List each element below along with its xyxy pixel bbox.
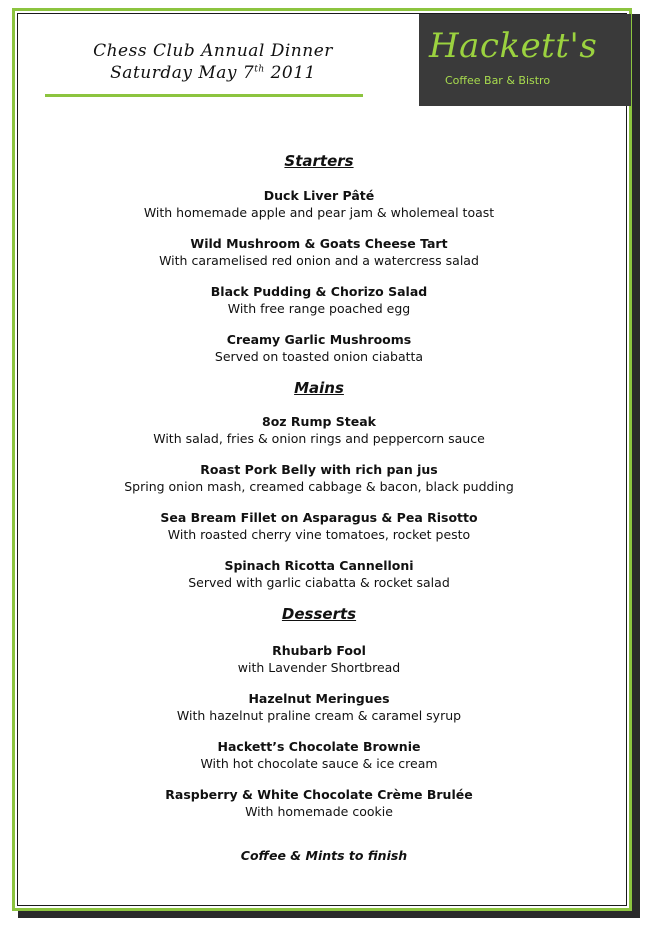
- dish-description: With hazelnut praline cream & caramel syrup: [176, 708, 462, 723]
- menu-item-main-4: [0, 557, 638, 591]
- logo-subtitle: Coffee Bar & Bistro: [445, 74, 551, 87]
- event-date-text: Saturday May 7: [110, 63, 255, 83]
- section-heading-desserts: Desserts: [281, 605, 357, 623]
- dish-name: Hackett’s Chocolate Brownie: [217, 739, 421, 754]
- menu-item-dessert-3: [0, 738, 638, 772]
- menu-item-main-1: [0, 413, 638, 447]
- event-date-year: 2011: [264, 63, 316, 83]
- menu-item-dessert-2: [0, 690, 638, 724]
- dish-name: Sea Bream Fillet on Asparagus & Pea Risotto: [160, 510, 478, 525]
- dish-name: Roast Pork Belly with rich pan jus: [200, 462, 438, 477]
- menu-item-starter-1: [0, 187, 638, 221]
- dish-description: With hot chocolate sauce & ice cream: [200, 756, 438, 771]
- dish-description: with Lavender Shortbread: [237, 660, 401, 675]
- event-title-line1: Chess Club Annual Dinner: [93, 41, 333, 61]
- section-heading-mains: Mains: [294, 379, 344, 397]
- dish-description: With homemade cookie: [245, 804, 393, 819]
- menu-item-starter-2: [0, 235, 638, 269]
- logo-name: Hackett's: [429, 26, 598, 66]
- dish-name: Spinach Ricotta Cannelloni: [224, 558, 414, 573]
- dish-description: Spring onion mash, creamed cabbage & bacon, black pudding: [124, 479, 514, 494]
- menu-item-dessert-1: [0, 642, 638, 676]
- dish-description: With free range poached egg: [227, 301, 411, 316]
- menu-item-starter-3: [0, 283, 638, 317]
- menu-item-main-2: [0, 461, 638, 495]
- dish-description: With caramelised red onion and a watercress salad: [159, 253, 479, 268]
- dish-description: With salad, fries & onion rings and peppercorn sauce: [153, 431, 485, 446]
- menu-item-dessert-4: [0, 786, 638, 820]
- menu-item-starter-4: [0, 331, 638, 365]
- dish-name: Duck Liver Pâté: [263, 188, 375, 203]
- dish-description: With roasted cherry vine tomatoes, rocket pesto: [167, 527, 471, 542]
- dish-name: Rhubarb Fool: [272, 643, 366, 658]
- dish-name: Creamy Garlic Mushrooms: [226, 332, 412, 347]
- dish-name: Hazelnut Meringues: [248, 691, 390, 706]
- event-date-ordinal: th: [254, 64, 265, 75]
- dish-name: Black Pudding & Chorizo Salad: [210, 284, 428, 299]
- closing-note: Coffee & Mints to finish: [240, 848, 408, 863]
- dish-description: With homemade apple and pear jam & wholemeal toast: [143, 205, 495, 220]
- dish-description: Served with garlic ciabatta & rocket salad: [188, 575, 450, 590]
- section-heading-starters: Starters: [284, 152, 354, 170]
- dish-description: Served on toasted onion ciabatta: [214, 349, 424, 364]
- dish-name: 8oz Rump Steak: [262, 414, 376, 429]
- dish-name: Raspberry & White Chocolate Crème Brulée: [165, 787, 473, 802]
- dish-name: Wild Mushroom & Goats Cheese Tart: [190, 236, 448, 251]
- menu-item-main-3: [0, 509, 638, 543]
